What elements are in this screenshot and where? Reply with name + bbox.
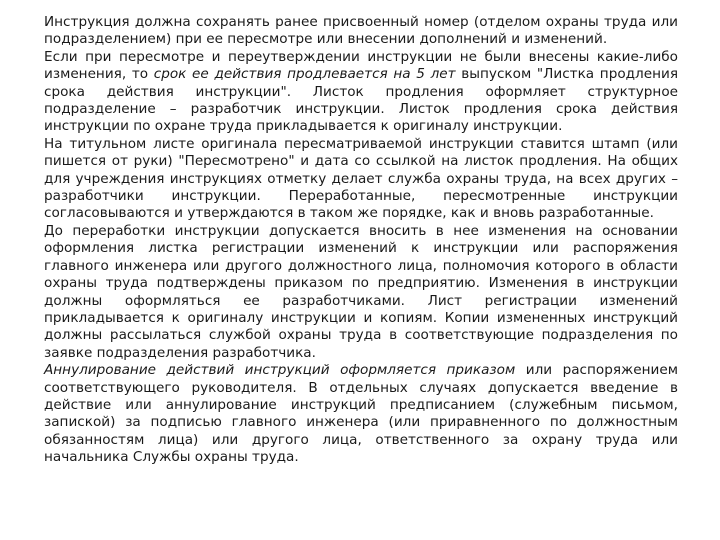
- paragraph-title-sheet-stamp: [44, 136, 678, 223]
- paragraph-cancellation: [44, 362, 678, 466]
- paragraph-text-part: Если при пересмотре и переутверждении инструкции не были внесены какие-либо изменения, то: [44, 48, 678, 83]
- paragraph-text-part: или распоряжением соответствующего руководителя. В отдельных случаях допускается введение в действие или аннулирование инструкций предписанием (служебным письмом, запиской) за подписью главного инженера (или приравненного по должностным обязанностям лица) или другого лица, ответственного за охрану труда или начальника Службы охраны труда.: [44, 362, 678, 466]
- paragraph-changes-before-revision: [44, 223, 678, 362]
- paragraph-text: До переработки инструкции допускается вносить в нее изменения на основании оформления листка регистрации изменений к инструкции или распоряжения главного инженера или другого должностного лица, полномочия которого в области охраны труда подтверждены приказом по предприятию. Изменения в инструкции должны оформляться ее разработчиками. Лист регистрации изменений прикладывается к оригиналу инструкции и копиям. Копии измененных инструкций должны рассылаться службой охраны труда в соответствующие подразделения по заявке подразделения разработчика.: [44, 222, 678, 361]
- paragraph-instruction-number: [44, 14, 678, 49]
- emphasized-cancellation-term: Аннулирование действий инструкций оформляется приказом: [44, 362, 516, 379]
- emphasized-validity-term: срок ее действия продлевается на 5 лет: [153, 66, 456, 83]
- paragraph-text: Инструкция должна сохранять ранее присвоенный номер (отделом охраны труда или подразделением) при ее пересмотре или внесении дополнений и изменений.: [44, 14, 678, 48]
- paragraph-validity-extension: [44, 49, 678, 136]
- paragraph-text-part: выпуском "Листка продления срока действия инструкции". Листок продления оформляет структурное подразделение – разработчик инструкции. Листок продления срока действия инструкции по охране труда прикладывается к оригиналу инструкции.: [44, 66, 678, 135]
- paragraph-text: На титульном листе оригинала пересматриваемой инструкции ставится штамп (или пишется от руки) "Пересмотрено" и дата со ссылкой на листок продления. На общих для учреждения инструкциях отметку делает служба охраны труда, на всех других – разработчики инструкции. Переработанные, пересмотренные инструкции согласовываются и утверждаются в таком же порядке, как и вновь разработанные.: [44, 135, 678, 222]
- text-block: [44, 14, 678, 467]
